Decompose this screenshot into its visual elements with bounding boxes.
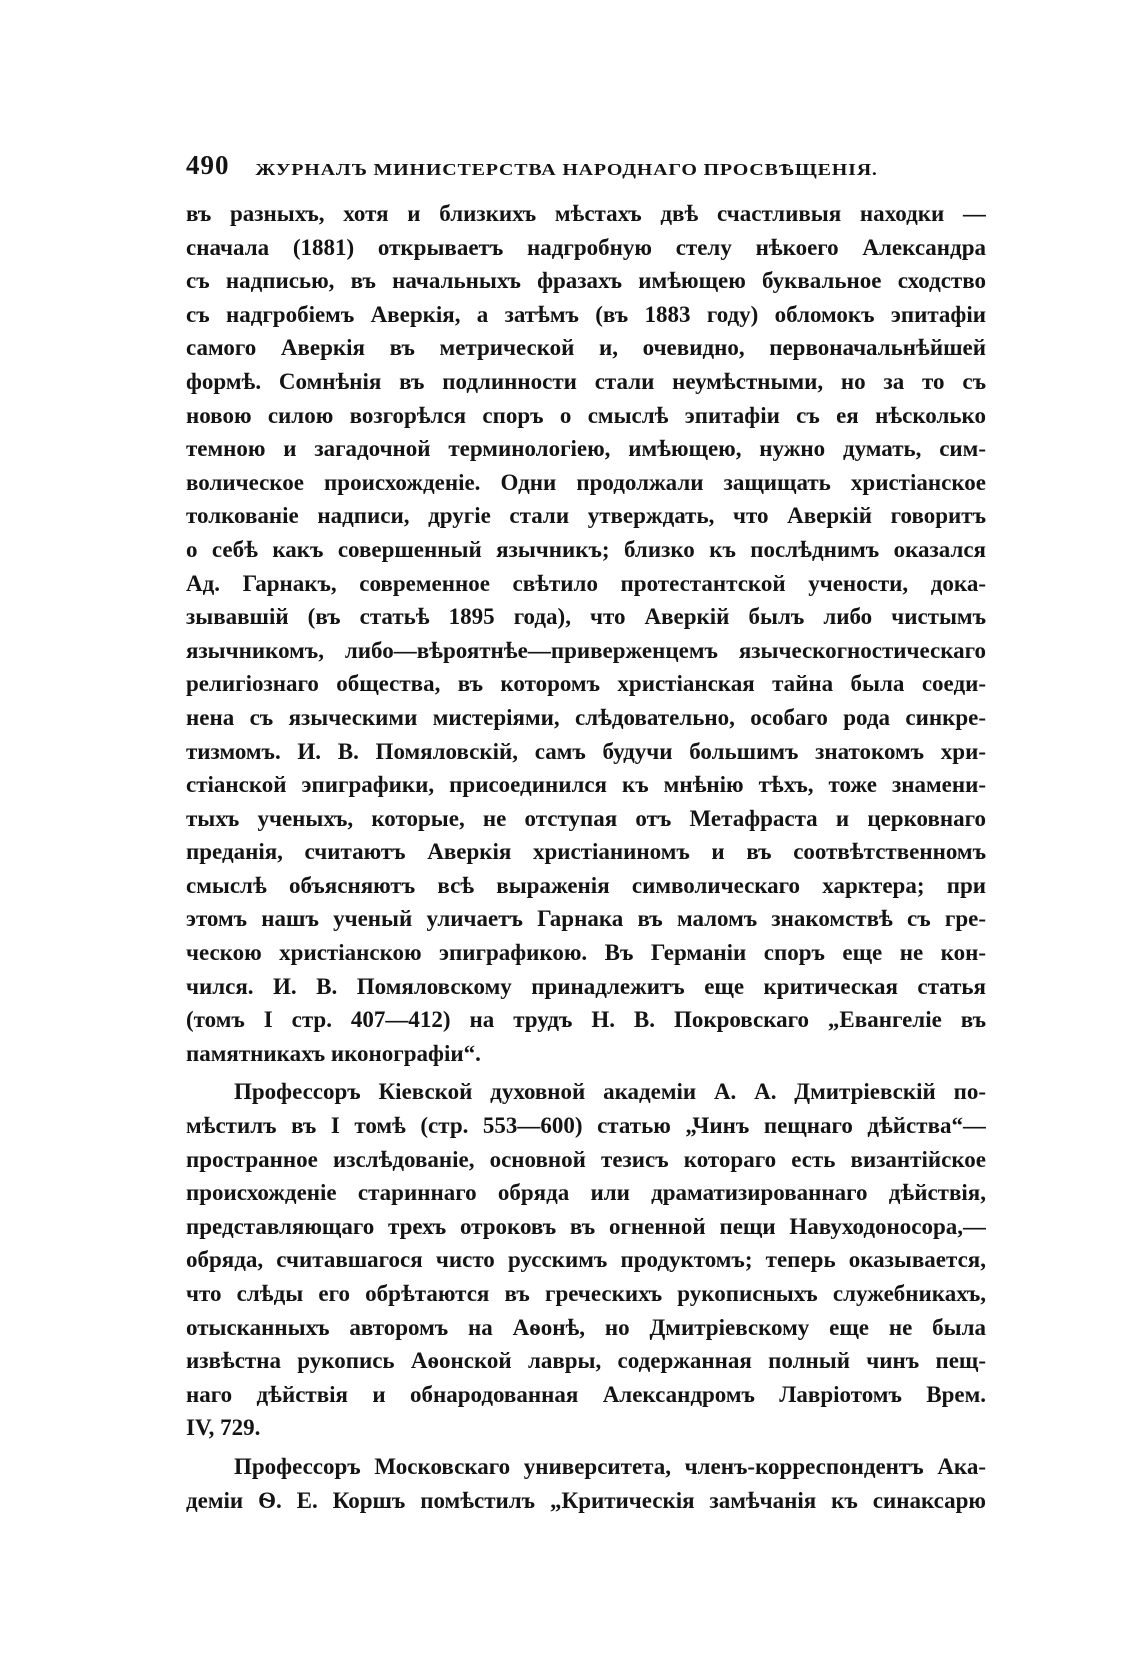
text-line: что слѣды его обрѣтаются въ греческихъ рукописныхъ служебникахъ, <box>186 1281 986 1306</box>
journal-title: ЖУРНАЛЪ МИНИСТЕРСТВА НАРОДНАГО ПРОСВѢЩЕНІЯ. <box>255 160 878 180</box>
text-line: тизмомъ. И. В. Помяловскій, самъ будучи большимъ знатокомъ хри- <box>186 738 986 764</box>
text-line: съ надгробіемъ Аверкія, а затѣмъ (въ 1883 году) обломокъ эпитафіи <box>186 301 986 327</box>
text-line: памятникахъ иконографіи“. <box>186 1040 481 1066</box>
paragraph-averkios <box>186 197 986 1070</box>
text-line: этомъ нашъ ученый уличаетъ Гарнака въ маломъ знакомствѣ съ гре- <box>186 906 986 932</box>
text-line: темною и загадочной терминологіею, имѣющею, нужно думать, сим- <box>186 436 986 462</box>
page-number: 490 <box>186 150 230 180</box>
paragraph-korsh <box>186 1450 986 1517</box>
text-line: тыхъ ученыхъ, которые, не отступая отъ Метафраста и церковнаго <box>186 805 986 831</box>
paragraph-dmitrievsky <box>186 1075 986 1445</box>
text-line: зывавшій (въ статьѣ 1895 года), что Аверкій былъ либо чистымъ <box>186 604 986 630</box>
text-line: обряда, считавшагося чисто русскимъ продуктомъ; теперь оказывается, <box>186 1247 986 1273</box>
text-line: толкованіе надписи, другіе стали утверждать, что Аверкій говоритъ <box>186 503 986 529</box>
text-line: чился. И. В. Помяловскому принадлежитъ еще критическая статья <box>186 973 986 999</box>
text-line: пространное изслѣдованіе, основной тезисъ котораго есть византійское <box>186 1146 986 1172</box>
body-text <box>186 197 986 1517</box>
text-line: представляющаго трехъ отроковъ въ огненной пещи Навуходоносора,— <box>186 1213 986 1239</box>
text-line: религіознаго общества, въ которомъ христіанская тайна была соеди- <box>186 671 986 697</box>
text-line: отысканныхъ авторомъ на Аѳонѣ, но Дмитріевскому еще не была <box>186 1314 986 1340</box>
text-line: въ разныхъ, хотя и близкихъ мѣстахъ двѣ счастливыя находки — <box>186 201 986 226</box>
text-line: Ад. Гарнакъ, современное свѣтило протестантской учености, дока- <box>186 570 986 596</box>
text-line: волическое происхожденіе. Одни продолжали защищать христіанское <box>186 469 986 495</box>
text-line: деміи Ѳ. Е. Коршъ помѣстилъ „Критическія замѣчанія къ синаксарю <box>186 1487 986 1513</box>
text-line: Профессоръ Московскаго университета, членъ-корреспондентъ Ака- <box>234 1453 986 1479</box>
text-line: Профессоръ Кіевской духовной академіи А. А. Дмитріевскій по- <box>234 1079 986 1105</box>
text-line: нена съ языческими мистеріями, слѣдовательно, особаго рода синкре- <box>186 704 986 730</box>
text-line: IV, 729. <box>186 1415 261 1441</box>
text-line: новою силою возгорѣлся споръ о смыслѣ эпитафіи съ ея нѣсколько <box>186 402 986 428</box>
text-line: стіанской эпиграфики, присоединился къ мнѣнію тѣхъ, тоже знамени- <box>186 772 986 798</box>
text-line: преданія, считаютъ Аверкія христіаниномъ и въ соотвѣтственномъ <box>186 839 986 865</box>
text-line: самого Аверкія въ метрической и, очевидно, первоначальнѣйшей <box>186 335 986 361</box>
text-line: формѣ. Сомнѣнія въ подлинности стали неумѣстными, но за то съ <box>186 368 986 394</box>
text-line: извѣстна рукопись Аѳонской лавры, содержанная полный чинъ пещ- <box>186 1348 986 1374</box>
text-line: происхожденіе стариннаго обряда или драматизированнаго дѣйствія, <box>186 1180 986 1206</box>
text-line: съ надписью, въ начальныхъ фразахъ имѣющею буквальное сходство <box>186 268 986 294</box>
text-line: смыслѣ объясняютъ всѣ выраженія символическаго харктера; при <box>186 872 986 898</box>
text-line: ческою христіанскою эпиграфикою. Въ Германіи споръ еще не кон- <box>186 940 986 966</box>
text-line: мѣстилъ въ I томѣ (стр. 553—600) статью „Чинъ пещнаго дѣйства“— <box>186 1113 986 1139</box>
text-line: язычникомъ, либо—вѣроятнѣе—приверженцемъ языческогностическаго <box>186 637 986 663</box>
text-line: о себѣ какъ совершенный язычникъ; близко къ послѣднимъ оказался <box>186 536 986 562</box>
running-head <box>186 150 986 184</box>
text-line: сначала (1881) открываетъ надгробную стелу нѣкоего Александра <box>186 234 986 260</box>
text-line: наго дѣйствія и обнародованная Александромъ Лавріотомъ Врем. <box>186 1381 986 1407</box>
text-line: (томъ I стр. 407—412) на трудъ Н. В. Покровскаго „Евангеліе въ <box>186 1007 986 1033</box>
